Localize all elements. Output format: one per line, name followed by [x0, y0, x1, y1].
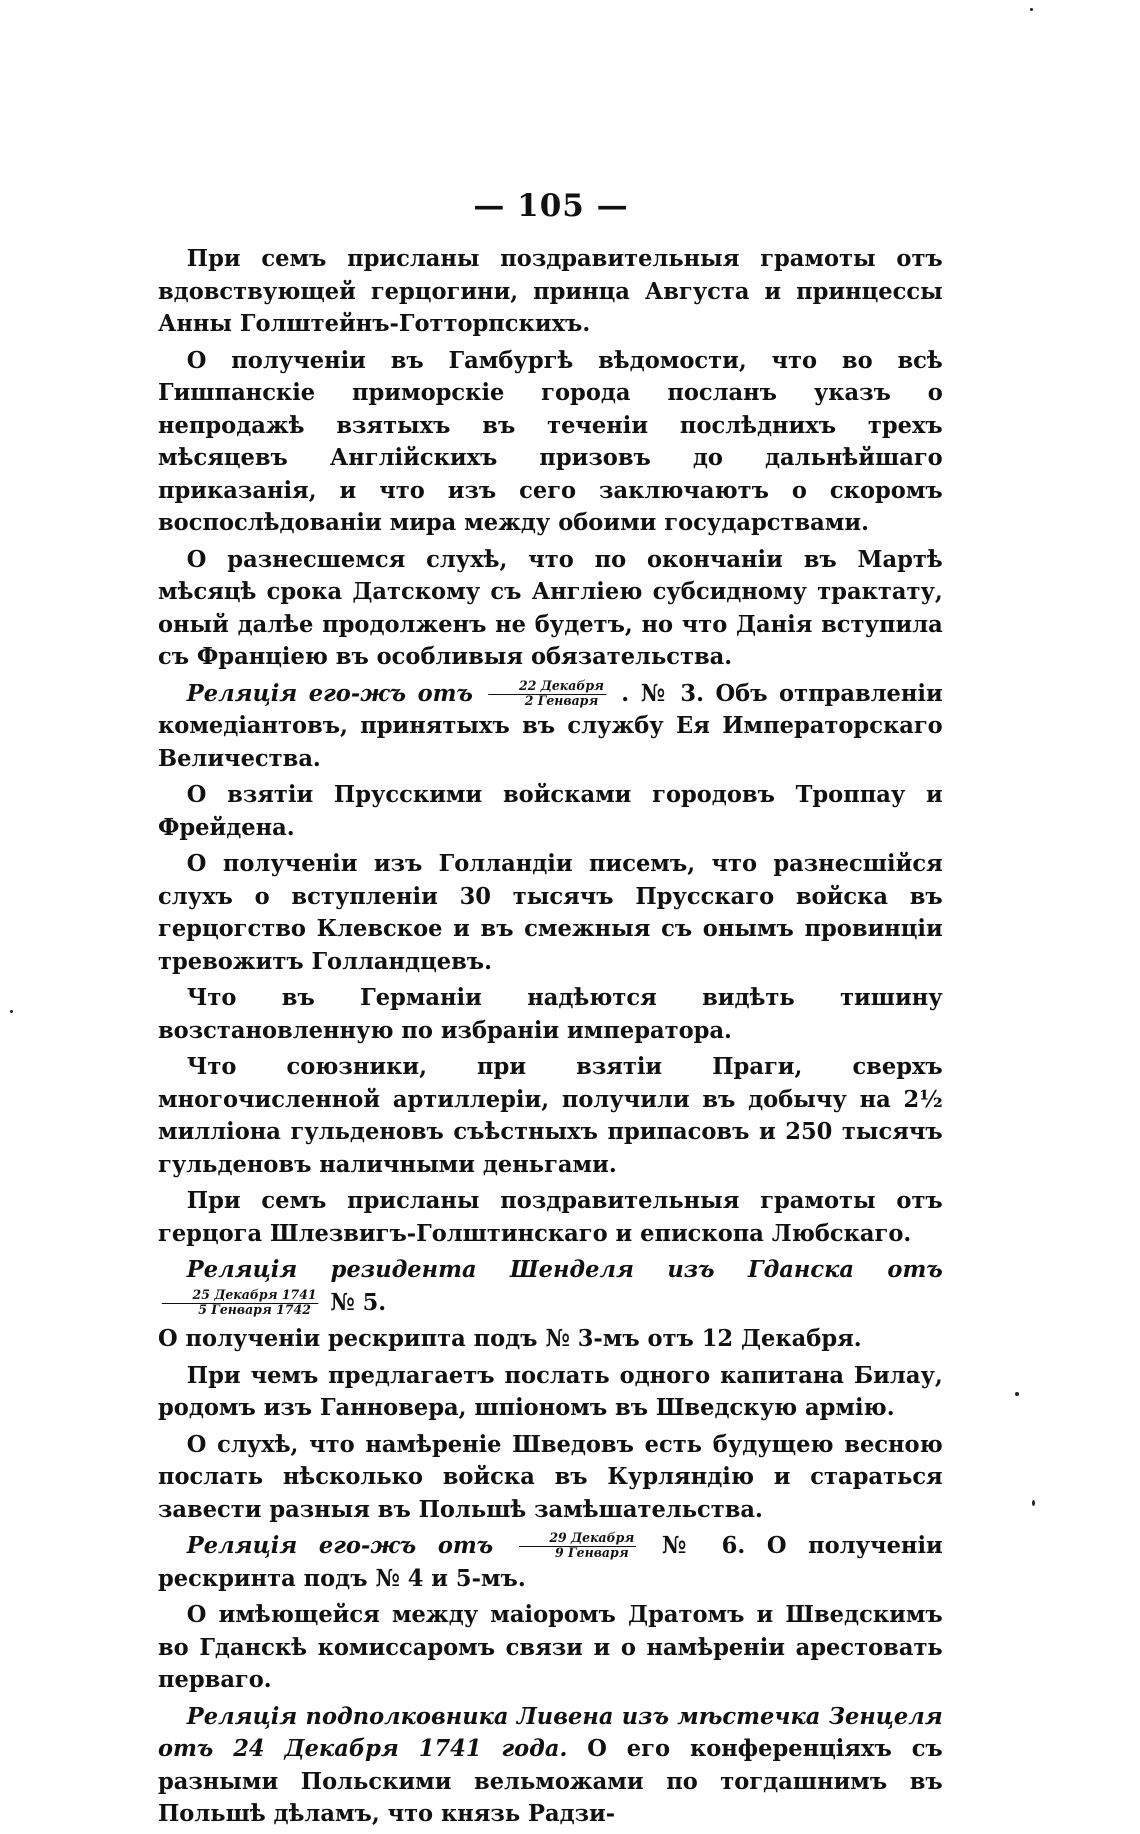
relation-heading: Реляція резидента Шенделя изъ Гданска отъ	[186, 1255, 943, 1283]
date-top: 25 Декабря 1741	[162, 1289, 319, 1304]
relation-heading: Реляція подполковника Ливена изъ мѣстечка Зенцеля отъ 24 Декабря 1741 года.	[158, 1701, 943, 1762]
relation-text: О его конференціяхъ съ разными Польскими вельможами по тогдашнимъ въ Польшѣ дѣламъ, что князь Радзи-	[158, 1734, 943, 1827]
date-top: 29 Декабря	[519, 1532, 637, 1547]
relation-number: № 5.	[330, 1287, 387, 1316]
scan-speck	[10, 1010, 13, 1013]
date-bottom: 9 Генваря	[555, 1546, 629, 1561]
scan-speck	[1030, 8, 1033, 11]
date-fraction	[519, 1532, 637, 1561]
paragraph: О полученіи изъ Голландіи писемъ, что разнесшійся слухъ о вступленіи 30 тысячъ Прусскаго войска въ герцогство Клевское и въ смежныя съ онымъ провинціи тревожитъ Голландцевъ.	[158, 849, 943, 975]
date-bottom: 2 Генваря	[524, 693, 599, 709]
paragraph: О имѣющейся между маіоромъ Дратомъ и Шведскимъ во Гданскѣ комиссаромъ связи и о намѣреніи арестовать перваго.	[158, 1600, 943, 1693]
relation-entry	[158, 1529, 943, 1594]
paragraph: О слухѣ, что намѣреніе Шведовъ есть будущею весною послать нѣсколько войска въ Курляндію и стараться завести разныя въ Польшѣ замѣшательства.	[158, 1429, 943, 1523]
paragraph: При семъ присланы поздравительныя грамоты отъ вдовствующей герцогини, принца Августа и принцессы Анны Голштейнъ-Готторпскихъ.	[158, 244, 943, 337]
relation-entry	[158, 1700, 943, 1830]
paragraph: При семъ присланы поздравительныя грамоты отъ герцога Шлезвигъ-Голштинскаго и епископа Любскаго.	[158, 1186, 943, 1247]
relation-heading: Реляція его-жъ отъ	[186, 678, 473, 707]
relation-number: . № 3.	[621, 678, 704, 707]
date-fraction	[488, 680, 606, 709]
paragraph: Что союзники, при взятіи Праги, сверхъ многочисленной артиллеріи, получили въ добычу на 2½ милліона гульденовъ съѣстныхъ припасовъ и 250 тысячъ гульденовъ наличными деньгами.	[158, 1052, 943, 1178]
paragraph: При чемъ предлагаетъ послать одного капитана Билау, родомъ изъ Ганновера, шпіономъ въ Шведскую армію.	[158, 1360, 943, 1421]
relation-text: Объ отправленіи комедіантовъ, принятыхъ въ службу Ея Императорскаго Величества.	[158, 678, 943, 772]
relation-entry	[158, 1253, 943, 1318]
relation-text: О полученіи рескрипта подъ № 3-мъ отъ 12 Декабря.	[158, 1324, 862, 1352]
date-fraction	[162, 1289, 319, 1318]
relation-number: № 6.	[661, 1531, 746, 1559]
paragraph: О разнесшемся слухѣ, что по окончаніи въ Мартѣ мѣсяцѣ срока Датскому съ Англіею субсидному трактату, оный далѣе продолженъ не будетъ, но что Данія вступила съ Франціею въ особливыя обязательства.	[158, 544, 943, 670]
relation-entry	[158, 677, 943, 775]
book-page	[158, 188, 944, 1834]
scan-speck	[1032, 1500, 1035, 1506]
scan-speck	[1015, 1392, 1019, 1396]
relation-heading: Реляція его-жъ отъ	[186, 1531, 494, 1559]
page-number: — 105 —	[473, 188, 629, 224]
relation-text: О полученіи рескринта подъ № 4 и 5-мъ.	[158, 1531, 943, 1592]
date-bottom: 5 Генваря 1742	[198, 1302, 311, 1318]
paragraph: О взятіи Прусскими войсками городовъ Троппау и Фрейдена.	[158, 780, 943, 841]
paragraph: Что въ Германіи надѣются видѣть тишину возстановленную по избраніи императора.	[158, 983, 943, 1044]
date-top: 22 Декабря	[488, 680, 606, 695]
paragraph: О полученіи въ Гамбургѣ вѣдомости, что во всѣ Гишпанскіе приморскіе города посланъ указъ о непродажѣ взятыхъ въ теченіи послѣднихъ трехъ мѣсяцевъ Англійскихъ призовъ до дальнѣйшаго приказанія, и что изъ сего заключаютъ о скоромъ воспослѣдованіи мира между обоими государствами.	[158, 345, 943, 536]
